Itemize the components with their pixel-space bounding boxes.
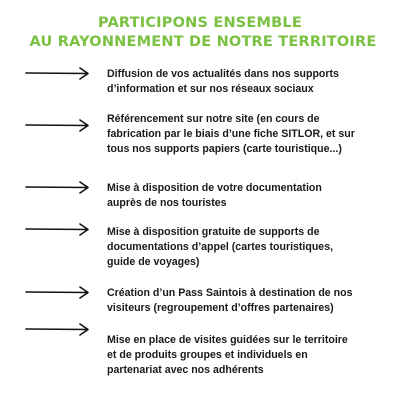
- item-text-line: partenariat avec nos adhérents: [107, 364, 264, 376]
- arrow-right-icon: [24, 322, 92, 336]
- item-text-line: tous nos supports papiers (carte touristique...): [107, 143, 342, 155]
- item-text-line: auprès de nos touristes: [107, 197, 227, 209]
- arrow-right-icon: [24, 180, 92, 194]
- item-text-line: d’information et sur nos réseaux sociaux: [107, 83, 314, 95]
- item-text-line: fabrication par le biais d’une fiche SITLOR, et sur: [107, 128, 355, 140]
- header-title-line-1: PARTICIPONS ENSEMBLE: [98, 15, 302, 31]
- item-text-line: Mise en place de visites guidées sur le territoire: [107, 334, 348, 346]
- item-text-line: visiteurs (regroupement d’offres partenaires): [107, 302, 334, 314]
- item-text-line: Référencement sur notre site (en cours de: [107, 113, 320, 125]
- arrow-right-icon: [24, 118, 92, 132]
- item-text-line: Mise à disposition gratuite de supports de: [107, 226, 320, 238]
- item-text-line: Création d’un Pass Saintois à destination de nos: [107, 287, 353, 299]
- item-text-line: Diffusion de vos actualités dans nos supports: [107, 68, 339, 80]
- item-text-line: guide de voyages): [107, 256, 200, 268]
- arrow-right-icon: [24, 66, 92, 80]
- item-text-line: Mise à disposition de votre documentation: [107, 182, 322, 194]
- item-text-line: documentations d’appel (cartes touristiques,: [107, 241, 334, 253]
- header-title-line-2: AU RAYONNEMENT DE NOTRE TERRITOIRE: [29, 34, 377, 50]
- arrow-right-icon: [24, 285, 92, 299]
- arrow-right-icon: [24, 222, 92, 236]
- item-text-line: et de produits groupes et individuels en: [107, 349, 308, 361]
